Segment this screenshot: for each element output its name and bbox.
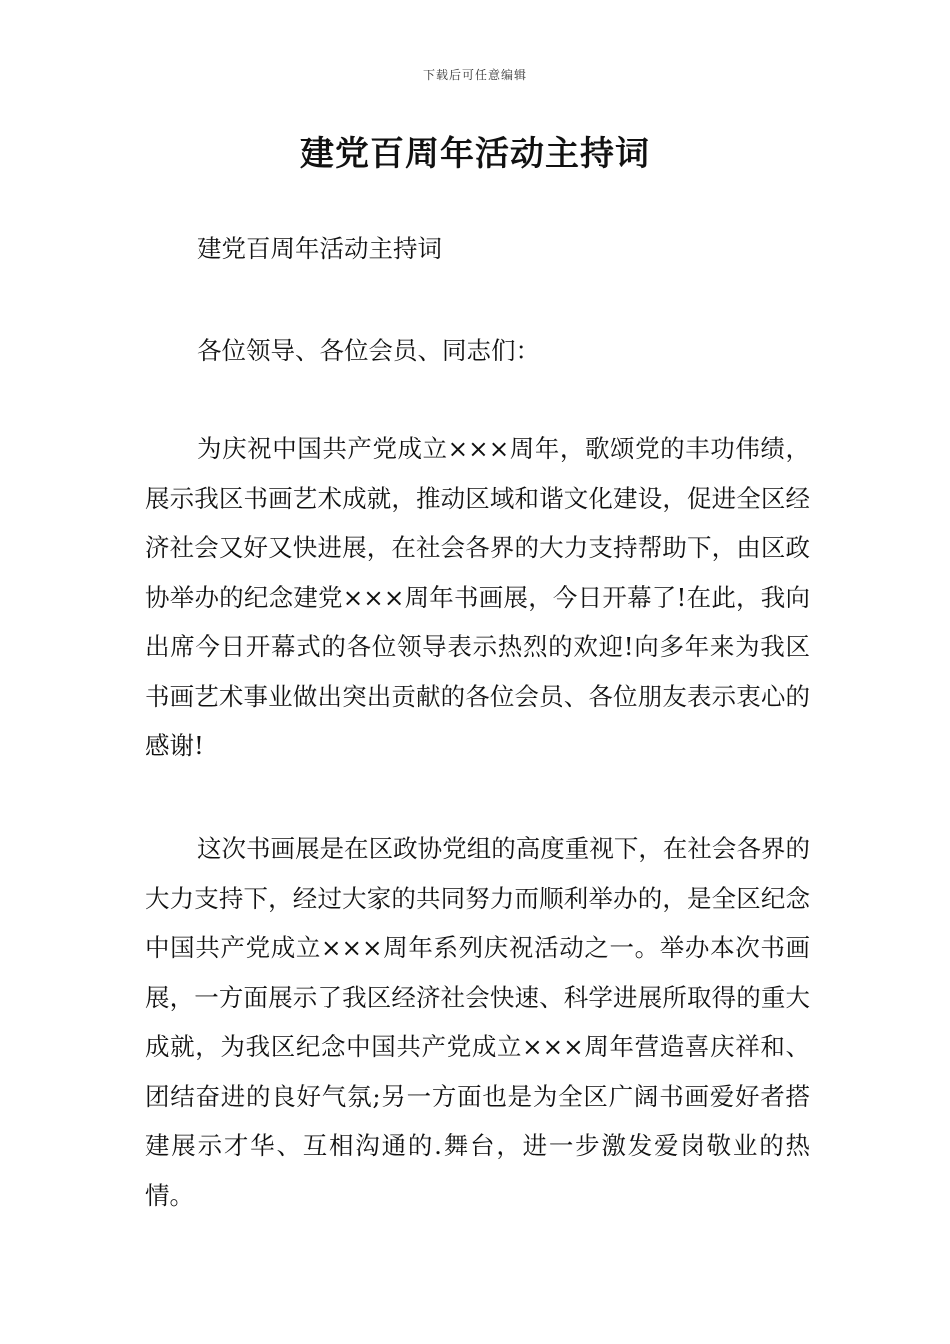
greeting-paragraph: 各位领导、各位会员、同志们：	[197, 336, 540, 365]
body-paragraph-1: 为庆祝中国共产党成立×××周年，歌颂党的丰功伟绩，展示我区书画艺术成就，推动区域和谐文化建设，促进全区经济社会又好又快进展，在社会各界的大力支持帮助下，由区政协举办的纪念建党×××周年书画展，今日开幕了!在此，我向出席今日开幕式的各位领导表示热烈的欢迎!向多年来为我区书画艺术事业做出突出贡献的各位会员、各位朋友表示衷心的感谢!	[145, 434, 810, 760]
document-title: 建党百周年活动主持词	[300, 134, 650, 174]
header-note: 下载后可任意编辑	[422, 68, 527, 82]
subtitle-paragraph: 建党百周年活动主持词	[197, 234, 442, 263]
body-paragraph-2: 这次书画展是在区政协党组的高度重视下，在社会各界的大力支持下，经过大家的共同努力而顺利举办的，是全区纪念中国共产党成立×××周年系列庆祝活动之一。举办本次书画展，一方面展示了我区经济社会快速、科学进展所取得的重大成就，为我区纪念中国共产党成立×××周年营造喜庆祥和、团结奋进的良好气氛;另一方面也是为全区广阔书画爱好者搭建展示才华、互相沟通的.舞台，进一步激发爱岗敬业的热情。	[145, 834, 810, 1210]
